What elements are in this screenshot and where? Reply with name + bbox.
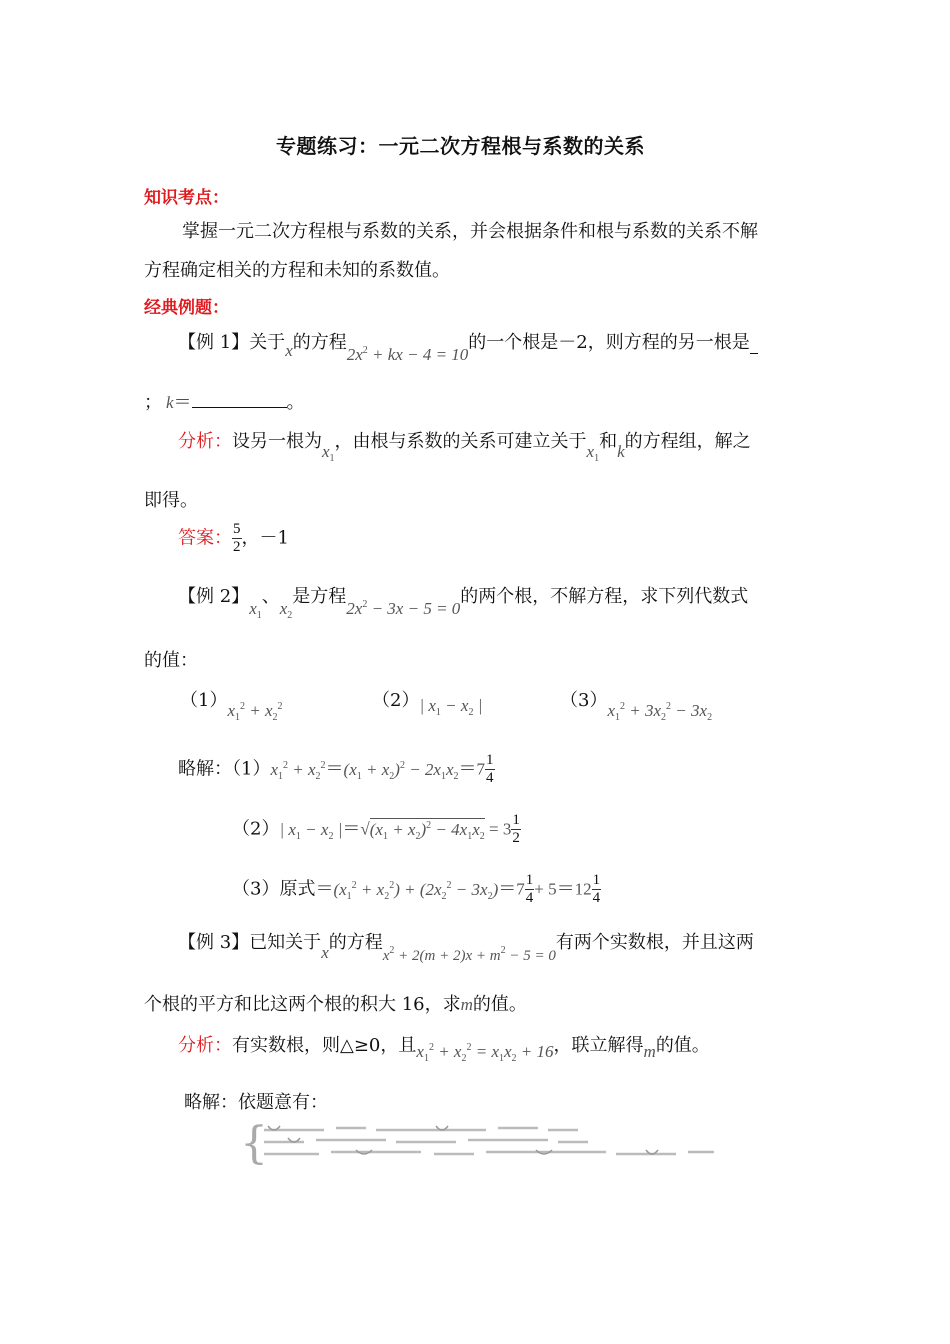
example-3-label: 【例 3】	[178, 932, 250, 953]
example-3-solution: 略解：依题意有：	[184, 1092, 328, 1113]
example-2-line-2: 的值：	[144, 650, 198, 671]
example-1-answer: 答案： $\frac{5}{2}$ ，－1	[178, 521, 289, 555]
example-3-line-1: 【例 3】已知关于x的方程$_{x^2 + 2(m + 2)x + m^2 - 5 = 0}$有两个实数根，并且这两	[178, 932, 754, 964]
example-1-equation: $2x^2$ + kx − 4 = 10	[346, 345, 469, 364]
example-1-label: 【例 1】	[178, 332, 250, 353]
knowledge-line-2: 方程确定相关的方程和未知的系数值。	[144, 260, 450, 281]
example-1-analysis: 分析：设另一根为$x_1$，由根与系数的关系可建立关于$x_1$和k的方程组，解之	[178, 431, 751, 464]
equation-system-image	[236, 1118, 726, 1168]
example-1-line-1: 【例 1】关于x的方程$2x^2$ + kx − 4 = 10的一个根是－2，则方程的另一根是	[178, 328, 758, 354]
examples-heading: 经典例题：	[144, 298, 229, 318]
example-1-line-2: ； k＝ 。	[144, 392, 305, 413]
example-2-label: 【例 2】	[178, 586, 250, 607]
example-2-part-3: $(3)x_1^2 + 3x_2^2 - 3x_2$	[560, 690, 713, 723]
example-3-line-2: 个根的平方和比这两个根的积大 16，求m的值。	[144, 994, 527, 1015]
page-title: 专题练习：一元二次方程根与系数的关系	[276, 134, 645, 158]
example-2-part-2: （2）| $x_1 - x_2$ |	[372, 690, 483, 718]
example-3-equation: x2 + 2(m + 2)x + m2 − 5 = 0	[382, 945, 556, 964]
example-3-analysis: 分析：有实数根，则△≥0，且$x_1^2 + x_2^2 = x_1x_2 + 16$，联立解得m的值。	[178, 1035, 710, 1064]
example-1-analysis-cont: 即得。	[144, 490, 198, 511]
answer-blank	[192, 391, 287, 408]
example-2-equation: $2x^2 - 3x - 5 = 0$	[346, 599, 461, 618]
example-2-line-1: 【例 2】$x_1$、$x_2$是方程$2x^2 - 3x - 5 = 0$的两个根，不解方程，求下列代数式	[178, 586, 749, 621]
example-2-solution-2: （2）| $x_1 - x_2$ $|=√(x_1 + x_2)^2 - 4x_1x_2 = 3$ $\frac{1}{2}$	[232, 812, 520, 846]
example-2-solution-1: 略解：$(1)x_1^2 + x_2^2=(x_1 + x_2)^2 - 2x_1x_2=7$ $\frac{1}{4}$	[178, 752, 494, 786]
example-2-part-1: $(1)x_1^2 + x_2^2$	[180, 690, 283, 723]
garbled-equations-graphic	[236, 1118, 726, 1168]
knowledge-line-1: 掌握一元二次方程根与系数的关系，并会根据条件和根与系数的关系不解	[182, 221, 758, 242]
svg-text:{: {	[240, 1118, 268, 1168]
knowledge-heading: 知识考点：	[144, 188, 229, 208]
example-2-solution-3: （3）原式$=(x_1^2 + x_2^2) + (2x_2^2 - 3x_2)=7$ $\frac{1}{4}$ + 5＝12 $\frac{1}{4}$	[232, 872, 601, 906]
